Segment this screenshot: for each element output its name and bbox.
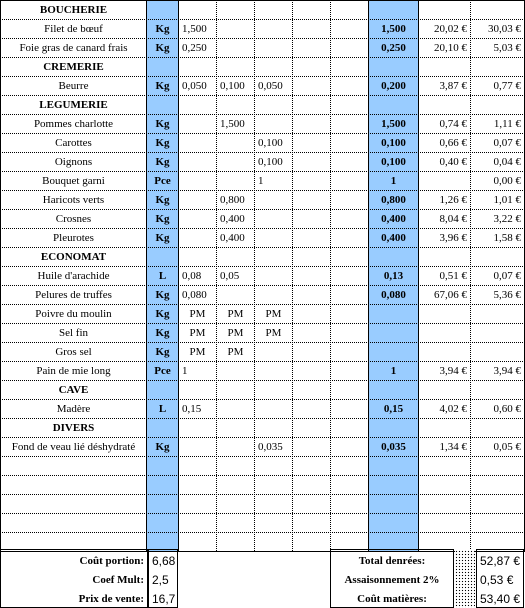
line-cost-cell[interactable]: 0,77 € (493, 80, 521, 92)
quantity-cell[interactable] (293, 191, 330, 209)
unit-price-cell[interactable]: 3,87 € (439, 80, 467, 92)
quantity-cell[interactable]: PM (227, 346, 244, 358)
quantity-cell[interactable] (293, 305, 330, 323)
quantity-cell[interactable]: PM (189, 308, 206, 320)
quantity-cell-empty[interactable] (331, 286, 368, 304)
quantity-cell[interactable] (293, 400, 330, 418)
quantity-cell-empty[interactable] (331, 20, 368, 38)
quantity-cell[interactable] (217, 362, 254, 380)
footer-right-label-box (330, 549, 454, 608)
unit-cell[interactable]: Kg (155, 80, 170, 92)
total-quantity-cell[interactable]: 0,13 (383, 270, 404, 282)
total-quantity-cell[interactable]: 0,100 (381, 156, 406, 168)
ingredient-name[interactable]: Foie gras de canard frais (19, 42, 128, 54)
quantity-cell[interactable] (293, 286, 330, 304)
total-quantity-cell[interactable]: 0,15 (383, 403, 404, 415)
quantity-cell[interactable] (179, 210, 216, 228)
unit-cell[interactable]: Pce (154, 365, 171, 377)
quantity-cell[interactable] (255, 343, 292, 361)
unit-cell[interactable]: Kg (155, 213, 170, 225)
quantity-cell[interactable]: 0,100 (258, 156, 283, 168)
quantity-cell[interactable]: 0,100 (220, 80, 245, 92)
unit-price-cell[interactable]: 67,06 € (434, 289, 467, 301)
ingredient-name[interactable]: Carottes (55, 137, 92, 149)
quantity-cell-empty[interactable] (331, 305, 368, 323)
total-quantity-cell[interactable]: 0,035 (381, 441, 406, 453)
quantity-cell[interactable] (217, 400, 254, 418)
unit-price-cell[interactable] (419, 343, 470, 361)
row-divider (0, 532, 525, 533)
unit-price-cell[interactable]: 0,40 € (439, 156, 467, 168)
quantity-cell-empty[interactable] (331, 115, 368, 133)
category-header[interactable]: DIVERS (52, 422, 95, 434)
ingredient-name[interactable]: Bouquet garni (42, 175, 105, 187)
unit-price-cell[interactable]: 0,66 € (439, 137, 467, 149)
quantity-cell[interactable]: 0,800 (220, 194, 245, 206)
quantity-cell[interactable] (217, 134, 254, 152)
unit-cell[interactable]: Kg (155, 23, 170, 35)
quantity-cell[interactable] (293, 115, 330, 133)
footer-label: Coef Mult: (92, 573, 144, 586)
ingredient-name[interactable]: Beurre (58, 80, 89, 92)
quantity-cell[interactable]: 1,500 (182, 23, 207, 35)
unit-price-cell[interactable]: 4,02 € (439, 403, 467, 415)
footer-value[interactable]: 2,5 (152, 572, 169, 587)
quantity-cell[interactable]: 0,400 (220, 213, 245, 225)
quantity-cell[interactable] (255, 210, 292, 228)
ingredient-name[interactable]: Haricots verts (42, 194, 105, 206)
quantity-cell[interactable]: 0,080 (182, 289, 207, 301)
unit-cell[interactable]: Kg (155, 308, 170, 320)
category-header[interactable]: CAVE (58, 384, 89, 396)
quantity-cell-empty[interactable] (331, 438, 368, 456)
footer-label: Coût portion: (79, 554, 144, 567)
ingredient-name[interactable]: Fond de veau lié déshydraté (11, 441, 136, 453)
quantity-cell-empty[interactable] (331, 324, 368, 342)
ingredient-name[interactable]: Huile d'arachide (37, 270, 110, 282)
quantity-cell[interactable]: PM (189, 346, 206, 358)
total-quantity-cell[interactable]: 1 (390, 365, 397, 377)
ingredient-name[interactable]: Oignons (54, 156, 93, 168)
line-cost-cell[interactable]: 0,60 € (493, 403, 521, 415)
unit-price-cell[interactable]: 3,94 € (439, 365, 467, 377)
line-cost-cell[interactable]: 0,07 € (493, 137, 521, 149)
total-quantity-cell[interactable]: 0,400 (381, 213, 406, 225)
line-cost-cell[interactable]: 0,05 € (493, 441, 521, 453)
row-divider (0, 456, 525, 457)
line-cost-cell[interactable]: 5,03 € (493, 42, 521, 54)
line-cost-cell[interactable]: 0,07 € (493, 270, 521, 282)
quantity-cell[interactable]: PM (227, 308, 244, 320)
footer-value[interactable]: 0,53 € (480, 573, 514, 587)
quantity-cell-empty[interactable] (331, 362, 368, 380)
quantity-cell[interactable]: 1,500 (220, 118, 245, 130)
quantity-cell[interactable] (179, 153, 216, 171)
unit-cell[interactable]: Kg (155, 441, 170, 453)
total-quantity-cell[interactable] (369, 324, 418, 342)
quantity-cell-empty[interactable] (331, 39, 368, 57)
ingredient-name[interactable]: Gros sel (55, 346, 92, 358)
quantity-cell[interactable]: 0,035 (258, 441, 283, 453)
quantity-cell[interactable]: 0,050 (182, 80, 207, 92)
quantity-cell[interactable]: 0,15 (182, 403, 202, 415)
total-quantity-cell[interactable]: 1 (390, 175, 397, 187)
total-quantity-cell[interactable] (369, 343, 418, 361)
unit-price-cell[interactable]: 1,26 € (439, 194, 467, 206)
footer-value[interactable]: 52,87 € (480, 554, 521, 568)
quantity-cell[interactable] (217, 20, 254, 38)
quantity-cell[interactable] (255, 39, 292, 57)
unit-price-cell[interactable]: 8,04 € (439, 213, 467, 225)
total-quantity-cell[interactable]: 0,100 (381, 137, 406, 149)
unit-cell[interactable]: Kg (155, 232, 170, 244)
quantity-cell-empty[interactable] (331, 191, 368, 209)
unit-cell[interactable]: Kg (155, 42, 170, 54)
quantity-cell[interactable]: 0,250 (182, 42, 207, 54)
footer-label: Assaisonnement 2% (344, 574, 440, 586)
quantity-cell[interactable] (179, 438, 216, 456)
unit-cell[interactable]: Kg (155, 156, 170, 168)
unit-price-cell[interactable]: 20,10 € (434, 42, 467, 54)
quantity-cell[interactable] (293, 324, 330, 342)
quantity-cell[interactable] (293, 77, 330, 95)
unit-cell[interactable]: Kg (155, 118, 170, 130)
quantity-cell[interactable] (255, 115, 292, 133)
quantity-cell-empty[interactable] (331, 210, 368, 228)
quantity-cell[interactable] (217, 286, 254, 304)
quantity-cell[interactable] (293, 134, 330, 152)
quantity-cell[interactable] (217, 438, 254, 456)
ingredient-name[interactable]: Pelures de truffes (35, 289, 112, 301)
footer-value[interactable]: 16,7 (152, 591, 176, 606)
unit-price-cell[interactable] (419, 324, 470, 342)
unit-cell[interactable]: Kg (155, 137, 170, 149)
footer-value[interactable]: 53,40 € (480, 592, 521, 606)
quantity-cell[interactable] (293, 172, 330, 190)
total-quantity-cell[interactable]: 0,080 (381, 289, 406, 301)
quantity-cell[interactable]: PM (265, 327, 282, 339)
unit-price-cell[interactable] (419, 172, 470, 190)
total-quantity-cell[interactable] (369, 305, 418, 323)
quantity-cell[interactable] (179, 172, 216, 190)
quantity-cell[interactable] (217, 172, 254, 190)
line-cost-cell[interactable]: 1,11 € (493, 118, 521, 130)
quantity-cell-empty[interactable] (331, 172, 368, 190)
ingredient-name[interactable]: Poivre du moulin (35, 308, 112, 320)
quantity-cell[interactable] (293, 438, 330, 456)
quantity-cell[interactable]: 1 (182, 365, 188, 377)
unit-cell[interactable]: Kg (155, 346, 170, 358)
quantity-cell[interactable]: 0,050 (258, 80, 283, 92)
quantity-cell[interactable] (255, 20, 292, 38)
unit-cell[interactable]: L (158, 403, 167, 415)
quantity-cell-empty[interactable] (331, 134, 368, 152)
line-cost-cell[interactable]: 3,22 € (493, 213, 521, 225)
total-quantity-cell[interactable]: 1,500 (381, 118, 406, 130)
quantity-cell[interactable] (179, 134, 216, 152)
line-cost-cell[interactable]: 1,01 € (493, 194, 521, 206)
quantity-cell[interactable] (293, 39, 330, 57)
line-cost-cell[interactable]: 3,94 € (493, 365, 521, 377)
footer-right-value-box (476, 549, 524, 608)
footer-label: Prix de vente: (78, 592, 144, 605)
quantity-cell[interactable] (217, 153, 254, 171)
unit-price-cell[interactable]: 3,96 € (439, 232, 467, 244)
line-cost-cell[interactable]: 1,58 € (493, 232, 521, 244)
unit-cell[interactable]: Kg (155, 327, 170, 339)
footer-dotted-fill (455, 550, 475, 608)
quantity-cell-empty[interactable] (331, 400, 368, 418)
quantity-cell[interactable] (293, 267, 330, 285)
quantity-cell[interactable]: 0,05 (220, 270, 240, 282)
quantity-cell[interactable] (217, 39, 254, 57)
line-cost-cell[interactable]: 5,36 € (493, 289, 521, 301)
ingredient-name[interactable]: Crosnes (55, 213, 92, 225)
quantity-cell[interactable] (293, 20, 330, 38)
total-quantity-cell[interactable]: 0,400 (381, 232, 406, 244)
unit-cell[interactable]: L (158, 270, 167, 282)
line-cost-cell[interactable]: 30,03 € (488, 23, 521, 35)
quantity-cell[interactable]: 1 (258, 175, 264, 187)
quantity-cell[interactable]: PM (189, 327, 206, 339)
ingredient-name[interactable]: Madère (56, 403, 91, 415)
total-quantity-cell[interactable]: 0,250 (381, 42, 406, 54)
quantity-cell[interactable] (255, 362, 292, 380)
line-cost-cell[interactable] (471, 324, 524, 342)
quantity-cell[interactable] (255, 229, 292, 247)
unit-price-cell[interactable]: 0,51 € (439, 270, 467, 282)
quantity-cell-empty[interactable] (331, 229, 368, 247)
footer-value[interactable]: 6,68 (152, 553, 176, 568)
category-header[interactable]: ECONOMAT (40, 251, 107, 263)
quantity-cell-empty[interactable] (331, 343, 368, 361)
footer-label: Coût matières: (357, 593, 427, 605)
quantity-cell[interactable]: 0,400 (220, 232, 245, 244)
unit-price-cell[interactable]: 20,02 € (434, 23, 467, 35)
quantity-cell[interactable]: PM (227, 327, 244, 339)
quantity-cell[interactable] (255, 400, 292, 418)
quantity-cell[interactable] (255, 267, 292, 285)
quantity-cell[interactable]: 0,100 (258, 137, 283, 149)
quantity-cell[interactable]: 0,08 (182, 270, 202, 282)
row-divider (0, 475, 525, 476)
unit-price-cell[interactable] (419, 305, 470, 323)
ingredient-name[interactable]: Pleurotes (53, 232, 94, 244)
row-divider (0, 494, 525, 495)
quantity-cell[interactable] (179, 191, 216, 209)
category-header[interactable]: CREMERIE (43, 61, 104, 73)
footer-left-box (0, 549, 148, 608)
category-header[interactable]: LEGUMERIE (39, 99, 108, 111)
quantity-cell[interactable] (293, 343, 330, 361)
unit-cell[interactable]: Kg (155, 194, 170, 206)
footer-left-value-box (148, 549, 178, 608)
line-cost-cell[interactable] (471, 343, 524, 361)
row-divider (0, 513, 525, 514)
unit-price-cell[interactable]: 0,74 € (439, 118, 467, 130)
ingredient-name[interactable]: Sel fin (58, 327, 89, 339)
quantity-cell[interactable] (293, 362, 330, 380)
quantity-cell[interactable] (293, 210, 330, 228)
total-quantity-cell[interactable]: 0,800 (381, 194, 406, 206)
line-cost-cell[interactable]: 0,04 € (493, 156, 521, 168)
total-quantity-cell[interactable]: 1,500 (381, 23, 406, 35)
ingredient-name[interactable]: Pommes charlotte (33, 118, 114, 130)
unit-price-cell[interactable]: 1,34 € (439, 441, 467, 453)
quantity-cell[interactable] (255, 286, 292, 304)
quantity-cell[interactable]: PM (265, 308, 282, 320)
quantity-cell[interactable] (255, 191, 292, 209)
quantity-cell[interactable] (293, 153, 330, 171)
footer-label: Total denrées: (358, 555, 426, 567)
quantity-cell[interactable] (179, 115, 216, 133)
quantity-cell-empty[interactable] (331, 77, 368, 95)
quantity-cell-empty[interactable] (331, 267, 368, 285)
total-quantity-cell[interactable]: 0,200 (381, 80, 406, 92)
ingredient-name[interactable]: Filet de bœuf (44, 23, 103, 35)
category-header[interactable]: BOUCHERIE (39, 4, 108, 16)
ingredient-name[interactable]: Pain de mie long (36, 365, 111, 377)
unit-cell[interactable]: Kg (155, 289, 170, 301)
line-cost-cell[interactable]: 0,00 € (493, 175, 521, 187)
line-cost-cell[interactable] (471, 305, 524, 323)
quantity-cell[interactable] (179, 229, 216, 247)
quantity-cell-empty[interactable] (331, 153, 368, 171)
unit-cell[interactable]: Pce (154, 175, 171, 187)
quantity-cell[interactable] (293, 229, 330, 247)
